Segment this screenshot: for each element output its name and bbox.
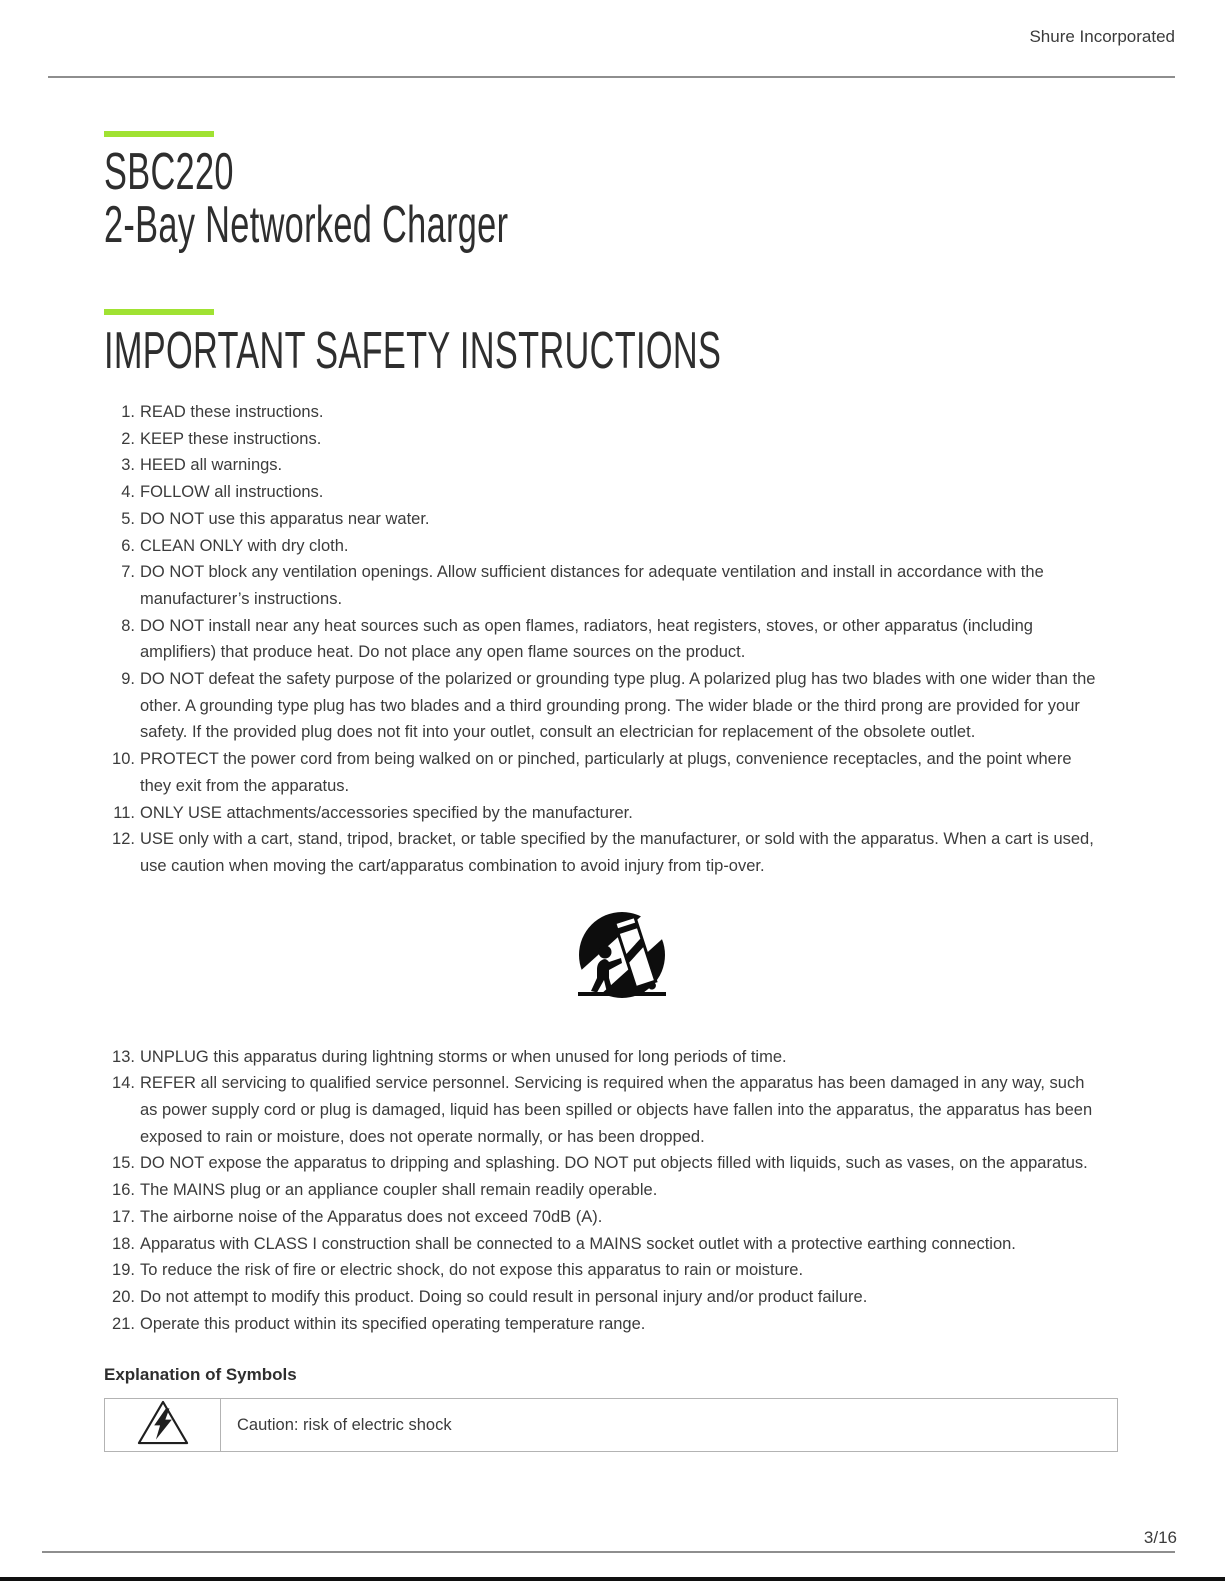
safety-instruction: DO NOT expose the apparatus to dripping and splashing. DO NOT put objects filled with liquids, such as vases, on the apparatus. (140, 1154, 1088, 1173)
safety-instruction: DO NOT defeat the safety purpose of the polarized or grounding type plug. A polarized plug has two blades with one wider than the other. A grounding type plug has two blades and a third grounding prong. The wider blade or the third prong are provided for your safety. If the provided plug does not fit into your outlet, consult an electrician for replacement of the obsolete outlet. (140, 670, 1096, 742)
symbol-cell (105, 1399, 221, 1452)
safety-instruction: CLEAN ONLY with dry cloth. (140, 536, 349, 555)
safety-instruction: HEED all warnings. (140, 456, 283, 475)
page-number: 3/16 (1143, 1528, 1177, 1547)
safety-instruction: FOLLOW all instructions. (140, 483, 324, 502)
section-heading: IMPORTANT SAFETY INSTRUCTIONS (104, 322, 722, 380)
footer-rule (42, 1551, 1175, 1553)
cart-warning-figure (140, 910, 1103, 1004)
title-accent-bar (104, 131, 214, 137)
page-bottom-edge (0, 1577, 1225, 1581)
symbol-description: Caution: risk of electric shock (221, 1399, 1118, 1452)
safety-instruction: REFER all servicing to qualified service personnel. Servicing is required when the apparatus has been damaged in any way, such as power supply cord or plug is damaged, liquid has been spilled or objects have fallen into the apparatus, the apparatus has been exposed to rain or moisture, does not operate normally, or has been dropped. (140, 1074, 1093, 1146)
page-content (104, 0, 1118, 1452)
cart-tip-over-icon (576, 910, 668, 1004)
symbols-table-row (105, 1399, 1118, 1452)
safety-instruction: Operate this product within its specified operating temperature range. (140, 1314, 646, 1333)
product-model: SBC220 (104, 143, 234, 201)
symbols-heading: Explanation of Symbols (104, 1365, 297, 1385)
safety-instruction: DO NOT use this apparatus near water. (140, 509, 430, 528)
safety-instruction: The airborne noise of the Apparatus does not exceed 70dB (A). (140, 1207, 603, 1226)
safety-instruction: Do not attempt to modify this product. Doing so could result in personal injury and/or product failure. (140, 1287, 868, 1306)
symbols-table (104, 1398, 1118, 1452)
safety-instruction: DO NOT install near any heat sources such as open flames, radiators, heat registers, stoves, or other apparatus (including amplifiers) that produce heat. Do not place any open flame sources on the product. (140, 616, 1033, 662)
safety-instruction: DO NOT block any ventilation openings. Allow sufficient distances for adequate ventilation and install in accordance with the manufacturer’s instructions. (140, 563, 1044, 608)
safety-instruction: KEEP these instructions. (140, 429, 322, 448)
safety-instruction: To reduce the risk of fire or electric shock, do not expose this apparatus to rain or moisture. (140, 1261, 804, 1280)
header-company-name: Shure Incorporated (1029, 27, 1175, 46)
section-accent-bar (104, 309, 214, 315)
product-name: 2-Bay Networked Charger (104, 196, 509, 254)
safety-instruction: Apparatus with CLASS I construction shall be connected to a MAINS socket outlet with a protective earthing connection. (140, 1234, 1016, 1253)
safety-instruction: ONLY USE attachments/accessories specified by the manufacturer. (140, 803, 633, 822)
safety-instructions-list (104, 399, 1103, 1337)
safety-instruction: PROTECT the power cord from being walked on or pinched, particularly at plugs, convenience receptacles, and the point where they exit from the apparatus. (140, 750, 1072, 795)
safety-instruction: The MAINS plug or an appliance coupler shall remain readily operable. (140, 1181, 658, 1200)
product-title (104, 143, 1118, 254)
safety-instruction: READ these instructions. (140, 403, 324, 421)
safety-instruction: USE only with a cart, stand, tripod, bracket, or table specified by the manufacturer, or sold with the apparatus. When a cart is used, use caution when moving the cart/apparatus combination to avoid injury from tip-over. (140, 826, 1103, 1003)
electric-shock-icon (136, 1399, 190, 1446)
safety-instruction: UNPLUG this apparatus during lightning storms or when unused for long periods of time. (140, 1047, 787, 1066)
